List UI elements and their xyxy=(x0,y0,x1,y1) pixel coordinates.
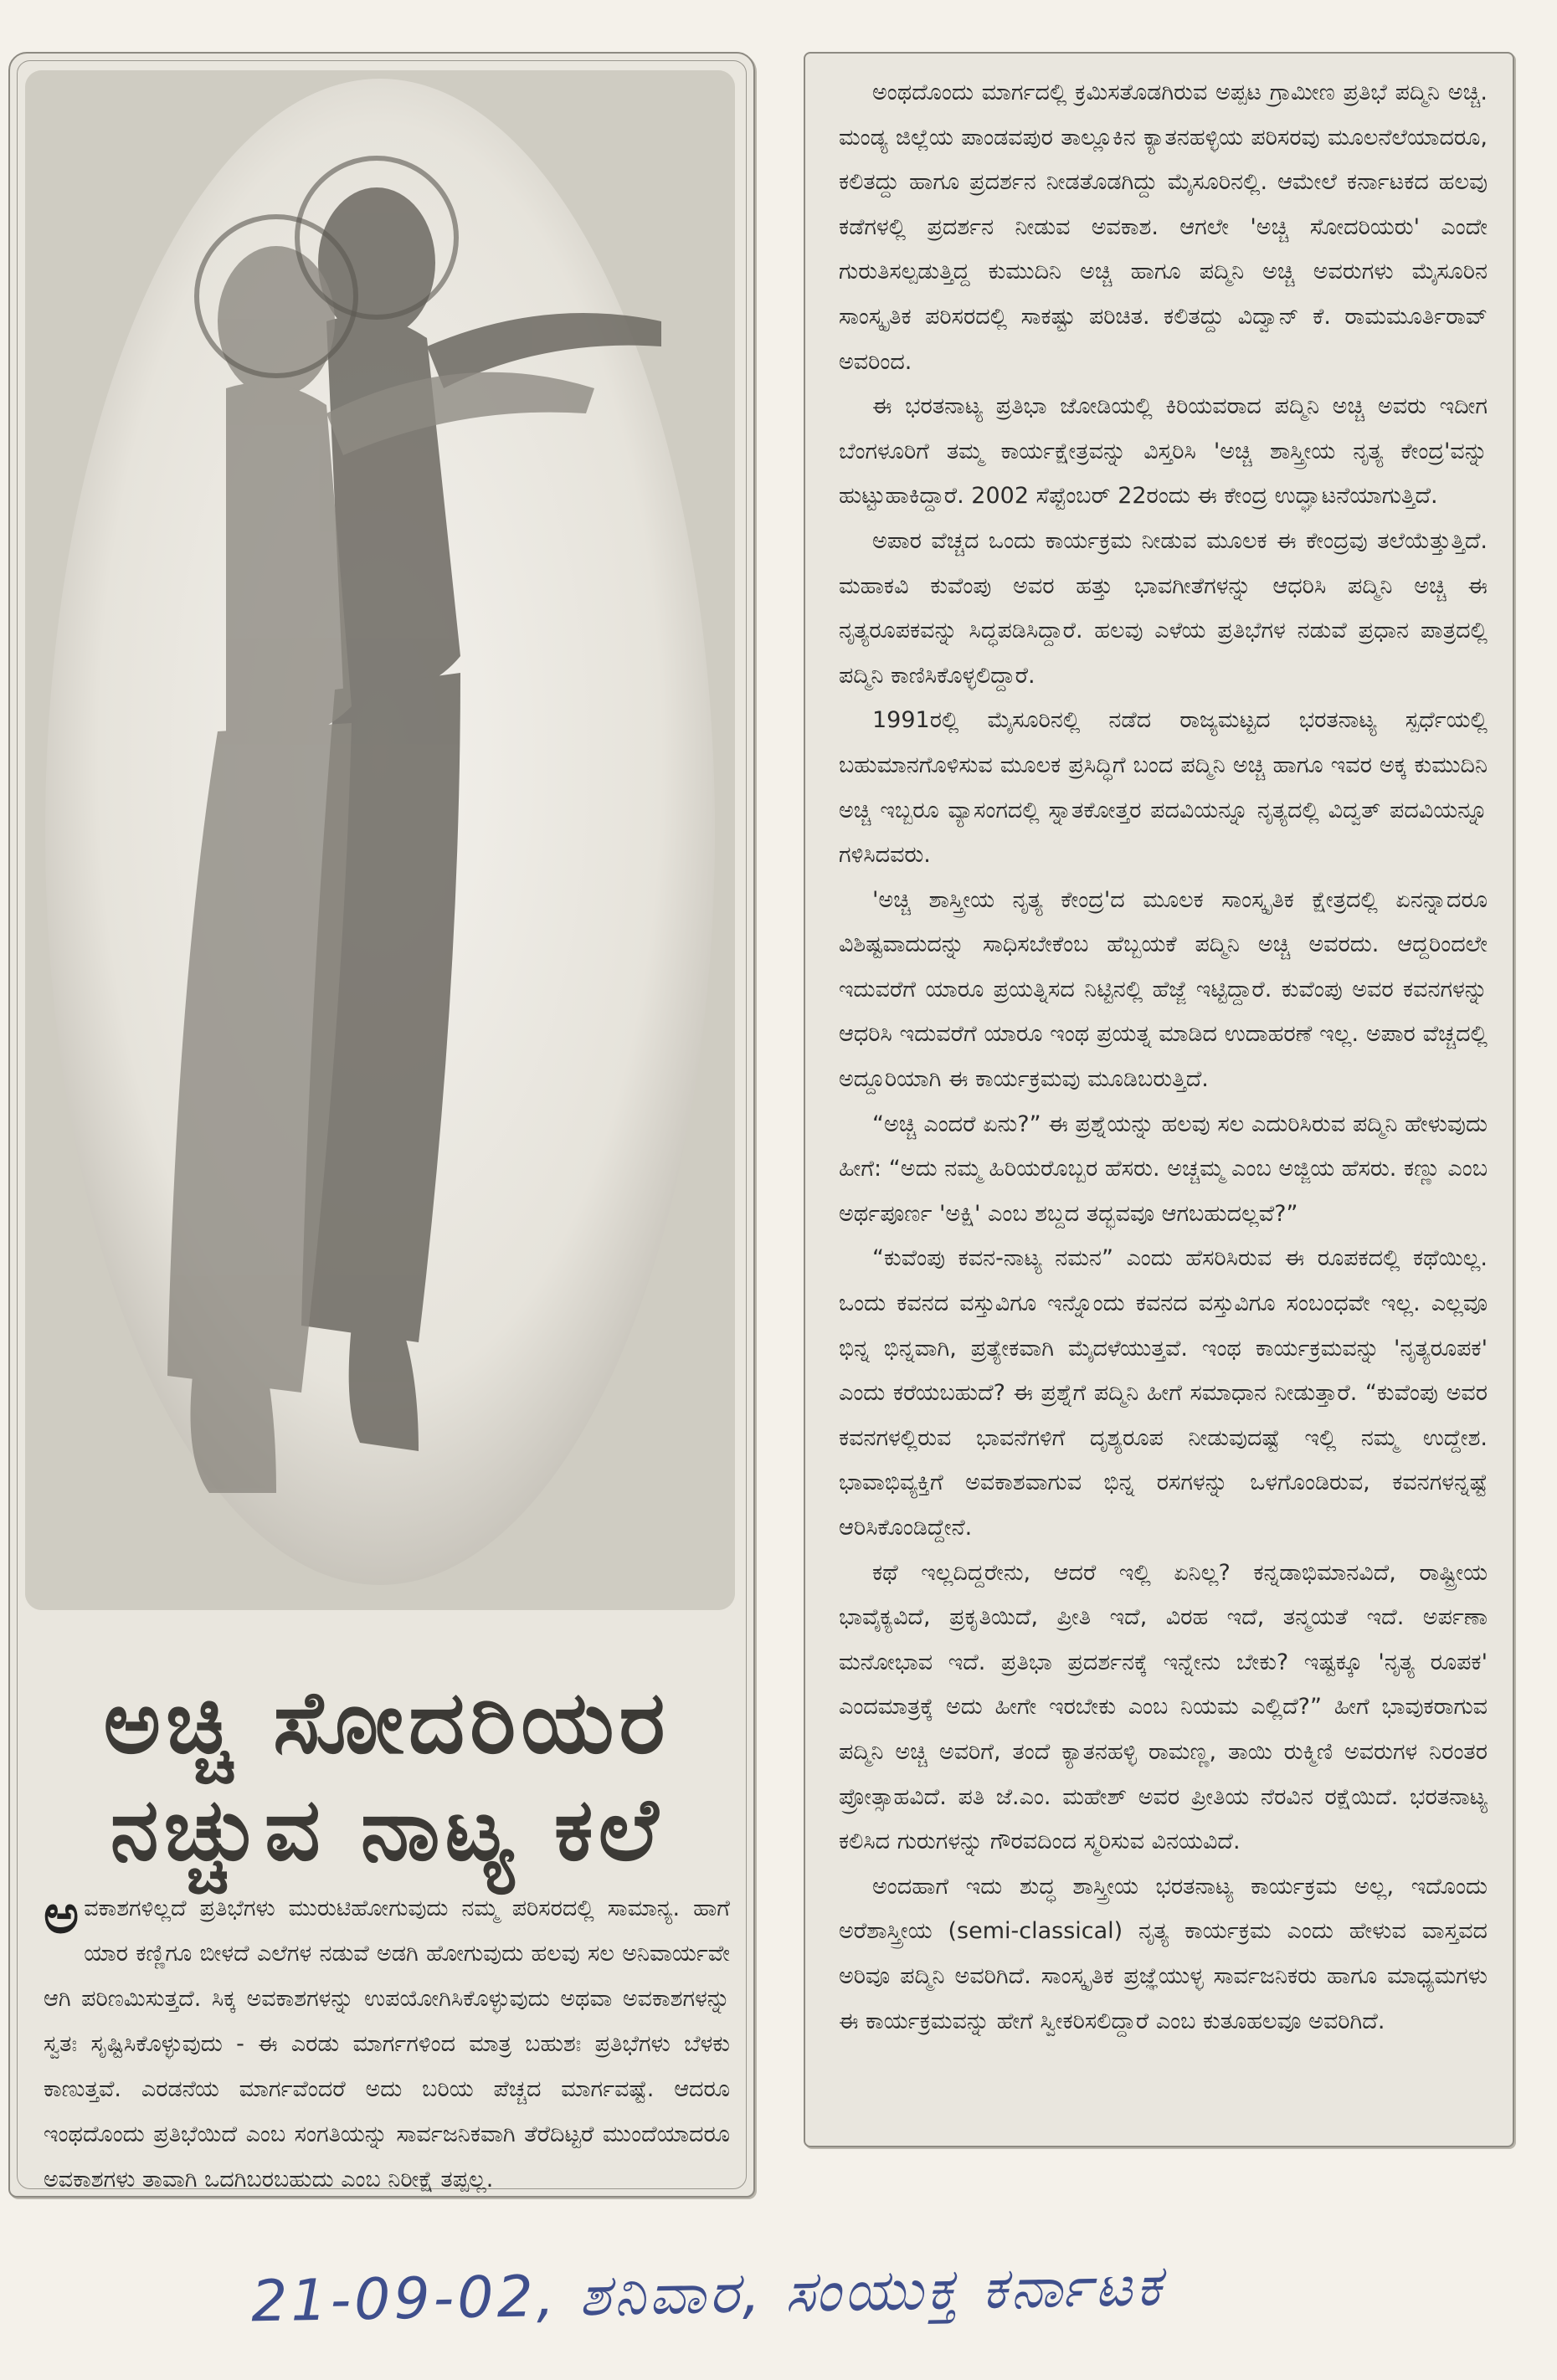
intro-paragraph xyxy=(44,1883,730,2203)
body-paragraph: ಕಥೆ ಇಲ್ಲದಿದ್ದರೇನು, ಆದರೆ ಇಲ್ಲಿ ಏನಿಲ್ಲ? ಕನ್ನಡಾಭಿಮಾನವಿದೆ, ರಾಷ್ಟ್ರೀಯ ಭಾವೈಕ್ಯವಿದೆ, ಪ್ರಕೃತಿಯಿದೆ, ಪ್ರೀತಿ ಇದೆ, ವಿರಹ ಇದೆ, ತನ್ಮಯತೆ ಇದೆ. ಅರ್ಪಣಾ ಮನೋಭಾವ ಇದೆ. ಪ್ರತಿಭಾ ಪ್ರದರ್ಶನಕ್ಕೆ ಇನ್ನೇನು ಬೇಕು? ಇಷ್ಟಕ್ಕೂ 'ನೃತ್ಯ ರೂಪಕ' ಎಂದಮಾತ್ರಕ್ಕೆ ಅದು ಹೀಗೇ ಇರಬೇಕು ಎಂಬ ನಿಯಮ ಎಲ್ಲಿದೆ?” ಹೀಗೆ ಭಾವುಕರಾಗುವ ಪದ್ಮಿನಿ ಅಚ್ಚಿ ಅವರಿಗೆ, ತಂದೆ ಕ್ಯಾತನಹಳ್ಳಿ ರಾಮಣ್ಣ, ತಾಯಿ ರುಕ್ಮಿಣಿ ಅವರುಗಳ ನಿರಂತರ ಪ್ರೋತ್ಸಾಹವಿದೆ. ಪತಿ ಜೆ.ಎಂ. ಮಹೇಶ್ ಅವರ ಪ್ರೀತಿಯ ನೆರವಿನ ರಕ್ಷೆಯಿದೆ. ಭರತನಾಟ್ಯ ಕಲಿಸಿದ ಗುರುಗಳನ್ನು ಗೌರವದಿಂದ ಸ್ಮರಿಸುವ ವಿನಯವಿದೆ. xyxy=(839,1559,1488,1855)
headline-line-2: ನಚ್ಚುವ ನಾಟ್ಯ ಕಲೆ xyxy=(110,1777,664,1880)
headline-line-1: ಅಚ್ಚಿ ಸೋದರಿಯರ xyxy=(103,1670,671,1773)
article-body xyxy=(839,70,1488,2044)
body-paragraph: 'ಅಚ್ಚಿ ಶಾಸ್ತ್ರೀಯ ನೃತ್ಯ ಕೇಂದ್ರ'ದ ಮೂಲಕ ಸಾಂಸ್ಕೃತಿಕ ಕ್ಷೇತ್ರದಲ್ಲಿ ಏನನ್ನಾದರೂ ವಿಶಿಷ್ಟವಾದುದನ್ನು ಸಾಧಿಸಬೇಕೆಂಬ ಹೆಬ್ಬಯಕೆ ಪದ್ಮಿನಿ ಅಚ್ಚಿ ಅವರದು. ಆದ್ದರಿಂದಲೇ ಇದುವರೆಗೆ ಯಾರೂ ಪ್ರಯತ್ನಿಸದ ನಿಟ್ಟಿನಲ್ಲಿ ಹೆಜ್ಜೆ ಇಟ್ಟಿದ್ದಾರೆ. ಕುವೆಂಪು ಅವರ ಕವನಗಳನ್ನು ಆಧರಿಸಿ ಇದುವರೆಗೆ ಯಾರೂ ಇಂಥ ಪ್ರಯತ್ನ ಮಾಡಿದ ಉದಾಹರಣೆ ಇಲ್ಲ. ಅಪಾರ ವೆಚ್ಚದಲ್ಲಿ ಅದ್ದೂರಿಯಾಗಿ ಈ ಕಾರ್ಯಕ್ರಮವು ಮೂಡಿಬರುತ್ತಿದೆ. xyxy=(839,886,1488,1093)
body-paragraph: “ಕುವೆಂಪು ಕವನ-ನಾಟ್ಯ ನಮನ” ಎಂದು ಹೆಸರಿಸಿರುವ ಈ ರೂಪಕದಲ್ಲಿ ಕಥೆಯಿಲ್ಲ. ಒಂದು ಕವನದ ವಸ್ತುವಿಗೂ ಇನ್ನೊಂದು ಕವನದ ವಸ್ತುವಿಗೂ ಸಂಬಂಧವೇ ಇಲ್ಲ. ಎಲ್ಲವೂ ಭಿನ್ನ ಭಿನ್ನವಾಗಿ, ಪ್ರತ್ಯೇಕವಾಗಿ ಮೈದಳೆಯುತ್ತವೆ. ಇಂಥ ಕಾರ್ಯಕ್ರಮವನ್ನು 'ನೃತ್ಯರೂಪಕ' ಎಂದು ಕರೆಯಬಹುದೆ? ಈ ಪ್ರಶ್ನೆಗೆ ಪದ್ಮಿನಿ ಹೀಗೆ ಸಮಾಧಾನ ನೀಡುತ್ತಾರೆ. “ಕುವೆಂಪು ಅವರ ಕವನಗಳಲ್ಲಿರುವ ಭಾವನೆಗಳಿಗೆ ದೃಶ್ಯರೂಪ ನೀಡುವುದಷ್ಟೆ ಇಲ್ಲಿ ನಮ್ಮ ಉದ್ದೇಶ. ಭಾವಾಭಿವ್ಯಕ್ತಿಗೆ ಅವಕಾಶವಾಗುವ ಭಿನ್ನ ರಸಗಳನ್ನು ಒಳಗೊಂಡಿರುವ, ಕವನಗಳನ್ನಷ್ಟೆ ಆರಿಸಿಕೊಂಡಿದ್ದೇನೆ. xyxy=(839,1245,1488,1541)
body-paragraph: ಅಪಾರ ವೆಚ್ಚದ ಒಂದು ಕಾರ್ಯಕ್ರಮ ನೀಡುವ ಮೂಲಕ ಈ ಕೇಂದ್ರವು ತಲೆಯೆತ್ತುತ್ತಿದೆ. ಮಹಾಕವಿ ಕುವೆಂಪು ಅವರ ಹತ್ತು ಭಾವಗೀತೆಗಳನ್ನು ಆಧರಿಸಿ ಪದ್ಮಿನಿ ಅಚ್ಚಿ ಈ ನೃತ್ಯರೂಪಕವನ್ನು ಸಿದ್ಧಪಡಿಸಿದ್ದಾರೆ. ಹಲವು ಎಳೆಯ ಪ್ರತಿಭೆಗಳ ನಡುವೆ ಪ್ರಧಾನ ಪಾತ್ರದಲ್ಲಿ ಪದ್ಮಿನಿ ಕಾಣಿಸಿಕೊಳ್ಳಲಿದ್ದಾರೆ. xyxy=(839,527,1488,689)
body-paragraph: ಅಂಥದೊಂದು ಮಾರ್ಗದಲ್ಲಿ ಕ್ರಮಿಸತೊಡಗಿರುವ ಅಪ್ಪಟ ಗ್ರಾಮೀಣ ಪ್ರತಿಭೆ ಪದ್ಮಿನಿ ಅಚ್ಚಿ. ಮಂಡ್ಯ ಜಿಲ್ಲೆಯ ಪಾಂಡವಪುರ ತಾಲ್ಲೂಕಿನ ಕ್ಯಾತನಹಳ್ಳಿಯ ಪರಿಸರವು ಮೂಲನೆಲೆಯಾದರೂ, ಕಲಿತದ್ದು ಹಾಗೂ ಪ್ರದರ್ಶನ ನೀಡತೊಡಗಿದ್ದು ಮೈಸೂರಿನಲ್ಲಿ. ಆಮೇಲೆ ಕರ್ನಾಟಕದ ಹಲವು ಕಡೆಗಳಲ್ಲಿ ಪ್ರದರ್ಶನ ನೀಡುವ ಅವಕಾಶ. ಆಗಲೇ 'ಅಚ್ಚಿ ಸೋದರಿಯರು' ಎಂದೇ ಗುರುತಿಸಲ್ಪಡುತ್ತಿದ್ದ ಕುಮುದಿನಿ ಅಚ್ಚಿ ಹಾಗೂ ಪದ್ಮಿನಿ ಅಚ್ಚಿ ಅವರುಗಳು ಮೈಸೂರಿನ ಸಾಂಸ್ಕೃತಿಕ ಪರಿಸರದಲ್ಲಿ ಸಾಕಷ್ಟು ಪರಿಚಿತ. ಕಲಿತದ್ದು ವಿದ್ವಾನ್ ಕೆ. ರಾಮಮೂರ್ತಿರಾವ್ ಅವರಿಂದ. xyxy=(839,80,1488,375)
intro-text: ವಕಾಶಗಳಿಲ್ಲದೆ ಪ್ರತಿಭೆಗಳು ಮುರುಟಿಹೋಗುವುದು ನಮ್ಮ ಪರಿಸರದಲ್ಲಿ ಸಾಮಾನ್ಯ. ಹಾಗೆ ಯಾರ ಕಣ್ಣಿಗೂ ಬೀಳದೆ ಎಲೆಗಳ ನಡುವೆ ಅಡಗಿ ಹೋಗುವುದು ಹಲವು ಸಲ ಅನಿವಾರ್ಯವೇ ಆಗಿ ಪರಿಣಮಿಸುತ್ತದೆ. ಸಿಕ್ಕ ಅವಕಾಶಗಳನ್ನು ಉಪಯೋಗಿಸಿಕೊಳ್ಳುವುದು ಅಥವಾ ಅವಕಾಶಗಳನ್ನು ಸ್ವತಃ ಸೃಷ್ಟಿಸಿಕೊಳ್ಳುವುದು - ಈ ಎರಡು ಮಾರ್ಗಗಳಿಂದ ಮಾತ್ರ ಬಹುಶಃ ಪ್ರತಿಭೆಗಳು ಬೆಳಕು ಕಾಣುತ್ತವೆ. ಎರಡನೆಯ ಮಾರ್ಗವೆಂದರೆ ಅದು ಬರಿಯ ಪೆಚ್ಚದ ಮಾರ್ಗವಷ್ಟೆ. ಆದರೂ ಇಂಥದೊಂದು ಪ್ರತಿಭೆಯಿದೆ ಎಂಬ ಸಂಗತಿಯನ್ನು ಸಾರ್ವಜನಿಕವಾಗಿ ತೆರೆದಿಟ್ಟರೆ ಮುಂದೆಯಾದರೂ ಅವಕಾಶಗಳು ತಾವಾಗಿ ಒದಗಿಬರಬಹುದು ಎಂಬ ನಿರೀಕ್ಷೆ ತಪ್ಪಲ್ಲ. xyxy=(44,1895,730,2193)
right-clipping xyxy=(804,52,1514,2147)
left-clipping xyxy=(8,52,755,2198)
article-headline xyxy=(44,1669,730,1883)
body-paragraph: “ಅಚ್ಚಿ ಎಂದರೆ ಏನು?” ಈ ಪ್ರಶ್ನೆಯನ್ನು ಹಲವು ಸಲ ಎದುರಿಸಿರುವ ಪದ್ಮಿನಿ ಹೇಳುವುದು ಹೀಗೆ: “ಅದು ನಮ್ಮ ಹಿರಿಯರೊಬ್ಬರ ಹೆಸರು. ಅಚ್ಚಮ್ಮ ಎಂಬ ಅಜ್ಜಿಯ ಹೆಸರು. ಕಣ್ಣು ಎಂಬ ಅರ್ಥಪೂರ್ಣ 'ಅಕ್ಷಿ' ಎಂಬ ಶಬ್ದದ ತದ್ಭವವೂ ಆಗಬಹುದಲ್ಲವೆ?” xyxy=(839,1110,1488,1227)
body-paragraph: 1991ರಲ್ಲಿ ಮೈಸೂರಿನಲ್ಲಿ ನಡೆದ ರಾಜ್ಯಮಟ್ಟದ ಭರತನಾಟ್ಯ ಸ್ಪರ್ಧೆಯಲ್ಲಿ ಬಹುಮಾನಗೊಳಿಸುವ ಮೂಲಕ ಪ್ರಸಿದ್ಧಿಗೆ ಬಂದ ಪದ್ಮಿನಿ ಅಚ್ಚಿ ಹಾಗೂ ಇವರ ಅಕ್ಕ ಕುಮುದಿನಿ ಅಚ್ಚಿ ಇಬ್ಬರೂ ವ್ಯಾಸಂಗದಲ್ಲಿ ಸ್ನಾತಕೋತ್ತರ ಪದವಿಯನ್ನೂ ನೃತ್ಯದಲ್ಲಿ ವಿದ್ವತ್ ಪದವಿಯನ್ನೂ ಗಳಿಸಿದವರು. xyxy=(839,707,1488,869)
body-paragraph: ಈ ಭರತನಾಟ್ಯ ಪ್ರತಿಭಾ ಜೋಡಿಯಲ್ಲಿ ಕಿರಿಯವರಾದ ಪದ್ಮಿನಿ ಅಚ್ಚಿ ಅವರು ಇದೀಗ ಬೆಂಗಳೂರಿಗೆ ತಮ್ಮ ಕಾರ್ಯಕ್ಷೇತ್ರವನ್ನು ವಿಸ್ತರಿಸಿ 'ಅಚ್ಚಿ ಶಾಸ್ತ್ರೀಯ ನೃತ್ಯ ಕೇಂದ್ರ'ವನ್ನು ಹುಟ್ಟುಹಾಕಿದ್ದಾರೆ. 2002 ಸೆಪ್ಟೆಂಬರ್ 22ರಂದು ಈ ಕೇಂದ್ರ ಉದ್ಘಾಟನೆಯಾಗುತ್ತಿದೆ. xyxy=(839,393,1488,510)
dancers-photo-illustration xyxy=(25,70,735,1610)
dancers-photo xyxy=(25,70,735,1610)
handwritten-date-note: 21-09-02, ಶನಿವಾರ, ಸಂಯುಕ್ತ ಕರ್ನಾಟಕ xyxy=(250,2253,1165,2336)
body-paragraph: ಅಂದಹಾಗೆ ಇದು ಶುದ್ಧ ಶಾಸ್ತ್ರೀಯ ಭರತನಾಟ್ಯ ಕಾರ್ಯಕ್ರಮ ಅಲ್ಲ, ಇದೊಂದು ಅರೆಶಾಸ್ತ್ರೀಯ (semi-classical) ನೃತ್ಯ ಕಾರ್ಯಕ್ರಮ ಎಂದು ಹೇಳುವ ವಾಸ್ತವದ ಅರಿವೂ ಪದ್ಮಿನಿ ಅವರಿಗಿದೆ. ಸಾಂಸ್ಕೃತಿಕ ಪ್ರಜ್ಞೆಯುಳ್ಳ ಸಾರ್ವಜನಿಕರು ಹಾಗೂ ಮಾಧ್ಯಮಗಳು ಈ ಕಾರ್ಯಕ್ರಮವನ್ನು ಹೇಗೆ ಸ್ವೀಕರಿಸಲಿದ್ದಾರೆ ಎಂಬ ಕುತೂಹಲವೂ ಅವರಿಗಿದೆ. xyxy=(839,1873,1488,2034)
drop-cap: ಅ xyxy=(44,1883,80,1946)
